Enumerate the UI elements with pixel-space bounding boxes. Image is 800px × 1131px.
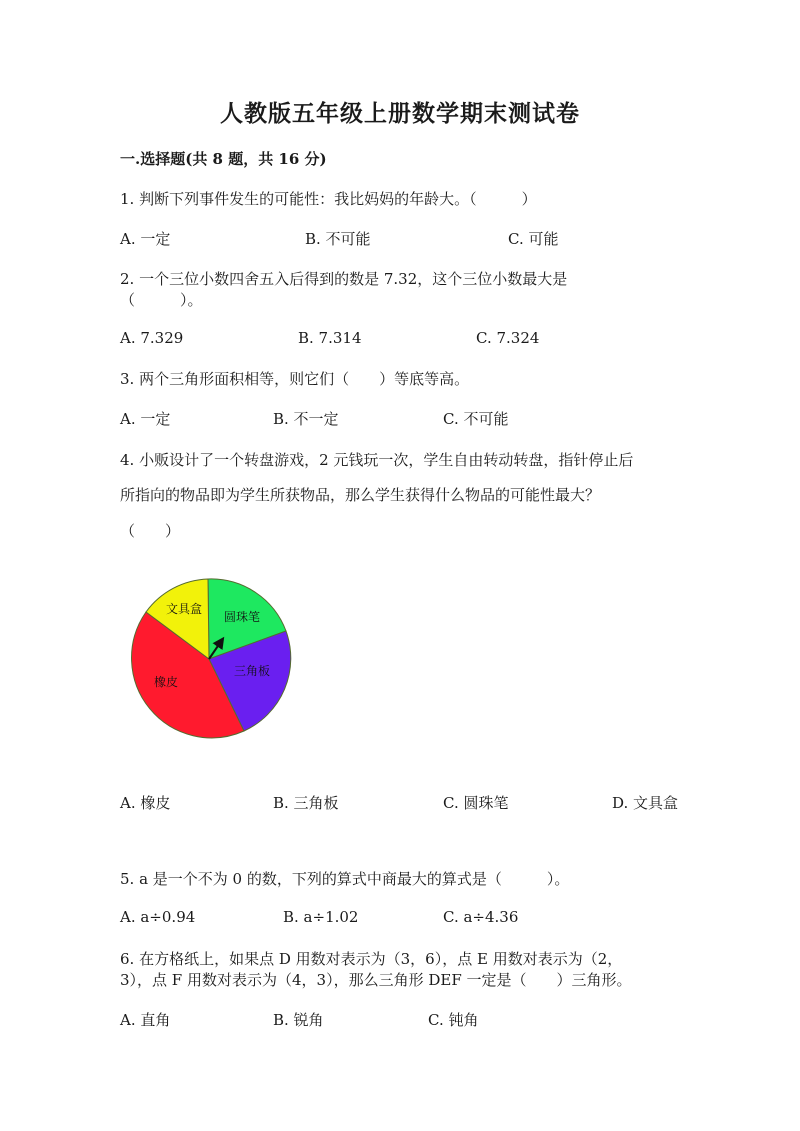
spinner-label-triangle-ruler: 三角板 — [234, 664, 271, 678]
question-4-option-a[interactable]: A. 橡皮 — [120, 794, 171, 812]
question-2-option-a[interactable]: A. 7.329 — [120, 329, 184, 347]
question-3-option-c[interactable]: C. 不可能 — [443, 410, 509, 428]
page-title: 人教版五年级上册数学期末测试卷 — [220, 100, 580, 127]
question-6-option-b[interactable]: B. 锐角 — [273, 1011, 324, 1029]
question-1-option-a[interactable]: A. 一定 — [120, 230, 171, 248]
question-3-option-b[interactable]: B. 不一定 — [273, 410, 339, 428]
question-4-text-line3: （ ） — [120, 522, 181, 540]
question-2-text-line2: （ ）。 — [120, 291, 203, 309]
spinner-diagram — [126, 574, 298, 746]
question-5-option-a[interactable]: A. a÷0.94 — [120, 908, 196, 926]
question-1-option-b[interactable]: B. 不可能 — [305, 230, 371, 248]
section-heading: 一.选择题(共 8 题，共 16 分) — [120, 150, 327, 168]
question-2-option-b[interactable]: B. 7.314 — [298, 329, 362, 347]
question-1-option-c[interactable]: C. 可能 — [508, 230, 559, 248]
spinner-label-pencil-box: 文具盒 — [166, 602, 203, 616]
question-6-option-a[interactable]: A. 直角 — [120, 1011, 171, 1029]
question-6-option-c[interactable]: C. 钝角 — [428, 1011, 479, 1029]
question-5-option-c[interactable]: C. a÷4.36 — [443, 908, 519, 926]
question-2-option-c[interactable]: C. 7.324 — [476, 329, 540, 347]
question-4-option-d[interactable]: D. 文具盒 — [612, 794, 679, 812]
question-4-option-c[interactable]: C. 圆珠笔 — [443, 794, 509, 812]
question-4-text-line1: 4. 小贩设计了一个转盘游戏，2 元钱玩一次，学生自由转动转盘，指针停止后 — [120, 451, 634, 469]
question-5-option-b[interactable]: B. a÷1.02 — [283, 908, 359, 926]
question-4-text-line2: 所指向的物品即为学生所获物品，那么学生获得什么物品的可能性最大？ — [120, 486, 601, 504]
question-3-option-a[interactable]: A. 一定 — [120, 410, 171, 428]
question-1-text: 1. 判断下列事件发生的可能性：我比妈妈的年龄大。（ ） — [120, 190, 537, 208]
spinner-label-eraser: 橡皮 — [154, 675, 179, 689]
spinner-label-pen: 圆珠笔 — [224, 610, 261, 624]
question-3-text: 3. 两个三角形面积相等，则它们（ ）等底等高。 — [120, 370, 470, 388]
question-2-text-line1: 2. 一个三位小数四舍五入后得到的数是 7.32，这个三位小数最大是 — [120, 270, 568, 288]
question-6-text-line1: 6. 在方格纸上，如果点 D 用数对表示为（3，6），点 E 用数对表示为（2， — [120, 950, 623, 968]
question-4-option-b[interactable]: B. 三角板 — [273, 794, 339, 812]
question-6-text-line2: 3），点 F 用数对表示为（4，3），那么三角形 DEF 一定是（ ）三角形。 — [120, 971, 632, 989]
question-5-text: 5. a 是一个不为 0 的数，下列的算式中商最大的算式是（ ）。 — [120, 870, 570, 888]
